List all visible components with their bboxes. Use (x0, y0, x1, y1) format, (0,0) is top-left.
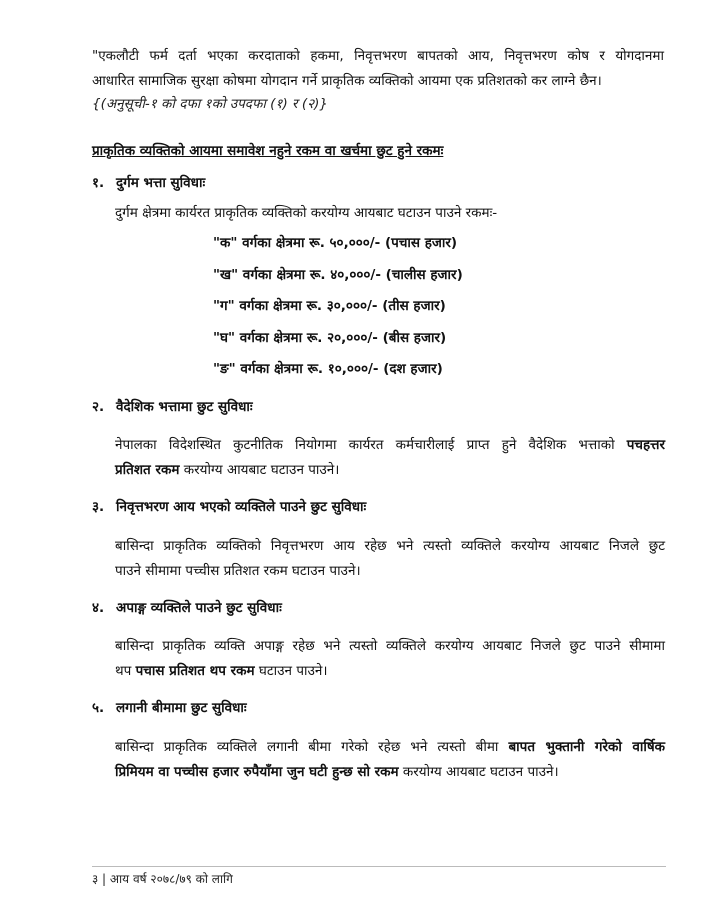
section-2-line1-b: पचहत्तर (626, 437, 665, 453)
section-3-paragraph (115, 534, 665, 584)
legal-reference: {(अनुसूची-१ को दफा १को उपदफा (१) र (२)} (92, 96, 328, 112)
section-2-line1-a: नेपालका विदेशस्थित कुटनीतिक नियोगमा कार्यरत कर्मचारीलाई प्राप्त हुने वैदेशिक भत्ताको (115, 437, 615, 453)
section-5-title-text: लगानी बीमामा छुट सुविधाः (116, 700, 247, 716)
intro-line-1: "एकलौटी फर्म दर्ता भएका करदाताको हकमा, निवृत्तभरण बापतको आय, निवृत्तभरण कोष र योगदानमा (92, 48, 664, 64)
section-4-line2-c: घटाउन पाउने। (258, 663, 328, 679)
main-heading: प्राकृतिक व्यक्तिको आयमा समावेश नहुने रकम वा खर्चमा छुट हुने रकमः (92, 143, 444, 159)
intro-line-2: आधारित सामाजिक सुरक्षा कोषमा योगदान गर्ने प्राकृतिक व्यक्तिको आयमा एक प्रतिशतको कर लाग्ने छैन। (92, 73, 602, 89)
section-4-paragraph (115, 634, 665, 684)
page-footer: ३ | आय वर्ष २०७८/७९ को लागि (92, 872, 233, 886)
section-4-title-text: अपाङ्ग व्यक्तिले पाउने छुट सुविधाः (116, 600, 282, 616)
zone-item-kha: "ख" वर्गका क्षेत्रमा रू. ४०,०००/- (चालीस हजार) (213, 266, 463, 283)
zone-item-gha: "घ" वर्गका क्षेत्रमा रू. २०,०००/- (बीस हजार) (213, 329, 447, 346)
section-5-line1-b: बापत भुक्तानी गरेको वार्षिक (508, 739, 665, 755)
section-1-title-text: दुर्गम भत्ता सुविधाः (116, 175, 206, 191)
section-3-number: ३. (92, 499, 105, 515)
section-2-title (92, 397, 253, 415)
section-3-title-text: निवृत्तभरण आय भएको व्यक्तिले पाउने छुट सुविधाः (116, 499, 367, 515)
section-3-line1: बासिन्दा प्राकृतिक व्यक्तिको निवृत्तभरण आय रहेछ भने त्यस्तो व्यक्तिले करयोग्य आयबाट निजले छुट (115, 538, 665, 554)
section-5-line1-a: बासिन्दा प्राकृतिक व्यक्तिले लगानी बीमा गरेको रहेछ भने त्यस्तो बीमा (115, 739, 499, 755)
section-5-line2-a: प्रिमियम वा पच्चीस हजार रुपैयाँमा जुन घटी हुन्छ सो रकम (115, 764, 399, 780)
intro-paragraph (92, 44, 664, 94)
section-1-intro (115, 201, 665, 226)
section-4-title (92, 598, 282, 616)
section-4-number: ४. (92, 600, 105, 616)
section-5-title (92, 698, 247, 716)
remote-zone-list (213, 232, 463, 390)
section-2-paragraph (115, 433, 665, 483)
section-2-number: २. (92, 399, 105, 415)
section-3-title (92, 497, 366, 515)
zone-item-ga: "ग" वर्गका क्षेत्रमा रू. ३०,०००/- (तीस हजार) (213, 298, 446, 314)
section-1-intro-text: दुर्गम क्षेत्रमा कार्यरत प्राकृतिक व्यक्तिको करयोग्य आयबाट घटाउन पाउने रकमः- (115, 205, 498, 221)
section-4-line2-b: पचास प्रतिशत थप रकम (135, 663, 255, 679)
section-2-title-text: वैदेशिक भत्तामा छुट सुविधाः (116, 399, 253, 415)
section-1-title (92, 173, 205, 191)
section-5-paragraph (115, 735, 665, 785)
section-5-line2-b: करयोग्य आयबाट घटाउन पाउने। (402, 764, 559, 780)
section-4-line1: बासिन्दा प्राकृतिक व्यक्ति अपाङ्ग रहेछ भने त्यस्तो व्यक्तिले करयोग्य आयबाट निजले छुट पाउने सीमामा (115, 638, 665, 654)
section-1-number: १. (92, 175, 105, 191)
footer-divider (92, 866, 666, 867)
section-2-line2-a: प्रतिशत रकम (115, 462, 180, 478)
section-2-line2-b: करयोग्य आयबाट घटाउन पाउने। (183, 462, 340, 478)
section-5-number: ५. (92, 700, 105, 716)
zone-item-ka: "क" वर्गका क्षेत्रमा रू. ५०,०००/- (पचास हजार) (213, 235, 458, 251)
zone-item-nga: "ङ" वर्गका क्षेत्रमा रू. १०,०००/- (दश हजार) (213, 361, 443, 377)
section-3-line2: पाउने सीमामा पच्चीस प्रतिशत रकम घटाउन पाउने। (115, 563, 361, 579)
section-4-line2-a: थप (115, 663, 132, 679)
